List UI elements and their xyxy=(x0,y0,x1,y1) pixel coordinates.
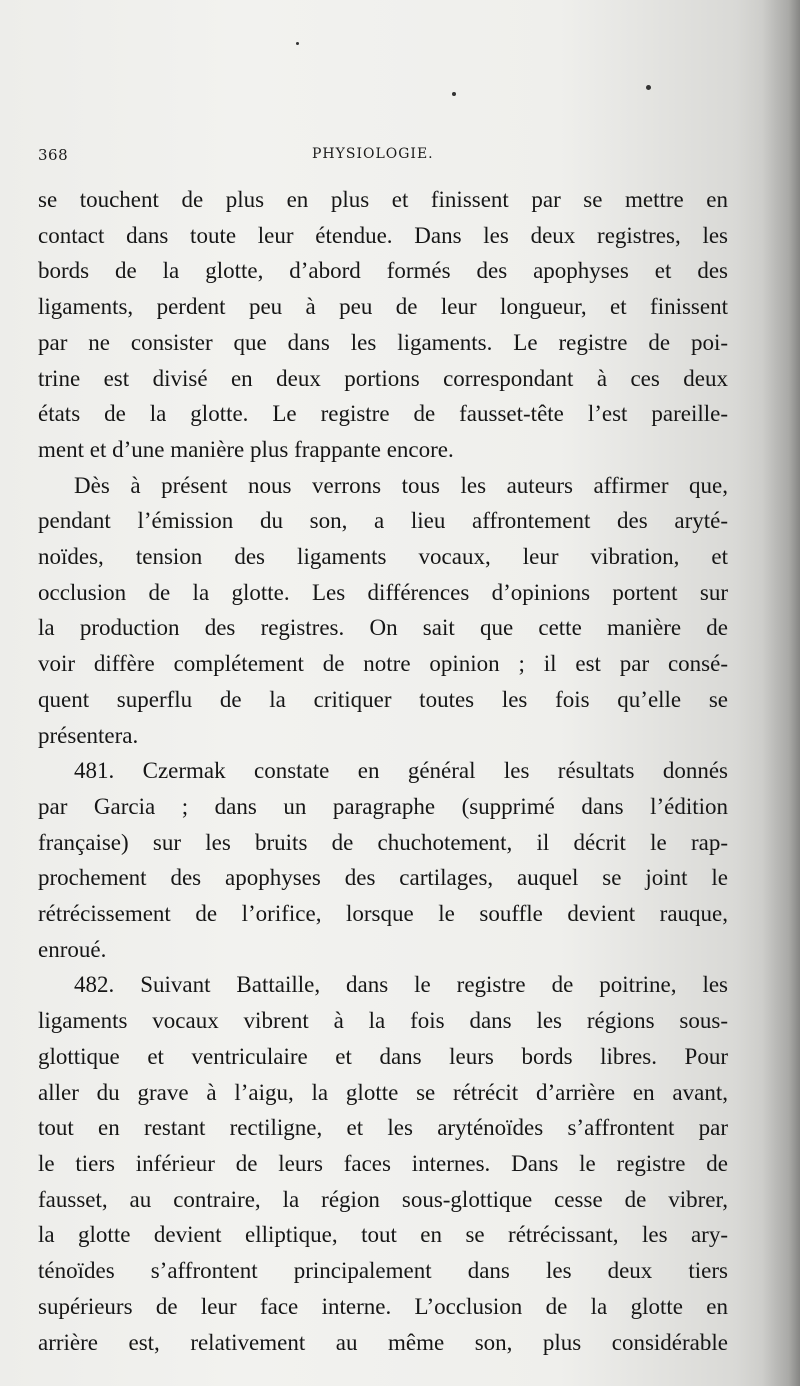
text-line: ténoïdes s’affrontent principalement dans les deux tiers xyxy=(38,1258,728,1284)
paragraph-start-line: Dès à présent nous verrons tous les auteurs affirmer que, xyxy=(74,472,728,498)
text-line: glottique et ventriculaire et dans leurs bords libres. Pour xyxy=(38,1043,728,1069)
paragraph-start-line: 481. Czermak constate en général les résultats donnés xyxy=(74,758,728,784)
text-line: se touchent de plus en plus et finissent par se mettre en xyxy=(38,187,728,212)
ink-speck xyxy=(296,42,299,45)
page-gutter-shadow xyxy=(762,0,800,1386)
text-line: la glotte devient elliptique, tout en se rétrécissant, les ary- xyxy=(38,1222,728,1248)
text-line: la production des registres. On sait que cette manière de xyxy=(38,615,728,641)
text-line: tout en restant rectiligne, et les aryténoïdes s’affrontent par xyxy=(38,1115,728,1141)
text-line: ligaments vocaux vibrent à la fois dans les régions sous- xyxy=(38,1008,728,1034)
text-line: fausset, au contraire, la région sous-glottique cesse de vibrer, xyxy=(38,1186,728,1212)
text-line: arrière est, relativement au même son, plus considérable xyxy=(38,1329,728,1355)
page-header xyxy=(38,146,728,170)
text-line: prochement des apophyses des cartilages, auquel se joint le xyxy=(38,865,728,891)
text-line: noïdes, tension des ligaments vocaux, leur vibration, et xyxy=(38,544,728,570)
text-line: ligaments, perdent peu à peu de leur longueur, et finissent xyxy=(38,294,728,320)
text-line: le tiers inférieur de leurs faces internes. Dans le registre de xyxy=(38,1150,728,1176)
text-line: bords de la glotte, d’abord formés des apophyses et des xyxy=(38,258,728,284)
text-line: par Garcia ; dans un paragraphe (supprimé dans l’édition xyxy=(38,793,728,819)
text-line: voir diffère complétement de notre opinion ; il est par consé- xyxy=(38,651,728,677)
ink-speck xyxy=(646,85,651,90)
text-line: états de la glotte. Le registre de fausset-tête l’est pareille- xyxy=(38,401,728,427)
text-line: ment et d’une manière plus frappante encore. xyxy=(38,436,454,462)
text-line: française) sur les bruits de chuchotement, il décrit le rap- xyxy=(38,829,728,855)
text-line: pendant l’émission du son, a lieu affrontement des aryté- xyxy=(38,508,728,534)
text-line: contact dans toute leur étendue. Dans les deux registres, les xyxy=(38,222,728,248)
text-line: par ne consister que dans les ligaments. Le registre de poi- xyxy=(38,329,728,355)
text-line: trine est divisé en deux portions correspondant à ces deux xyxy=(38,365,728,391)
body-text xyxy=(38,182,728,1360)
text-line: présentera. xyxy=(38,722,139,748)
text-line: aller du grave à l’aigu, la glotte se rétrécit d’arrière en avant, xyxy=(38,1079,728,1105)
text-line: quent superflu de la critiquer toutes les fois qu’elle se xyxy=(38,686,728,712)
running-head: PHYSIOLOGIE. xyxy=(312,146,434,162)
paragraph-start-line: 482. Suivant Battaille, dans le registre de poitrine, les xyxy=(74,972,728,998)
text-line: enroué. xyxy=(38,936,107,962)
text-line: occlusion de la glotte. Les différences d’opinions portent sur xyxy=(38,579,728,605)
text-line: supérieurs de leur face interne. L’occlusion de la glotte en xyxy=(38,1293,728,1319)
ink-speck xyxy=(452,92,456,96)
text-line: rétrécissement de l’orifice, lorsque le souffle devient rauque, xyxy=(38,901,728,927)
page-number: 368 xyxy=(38,146,69,164)
